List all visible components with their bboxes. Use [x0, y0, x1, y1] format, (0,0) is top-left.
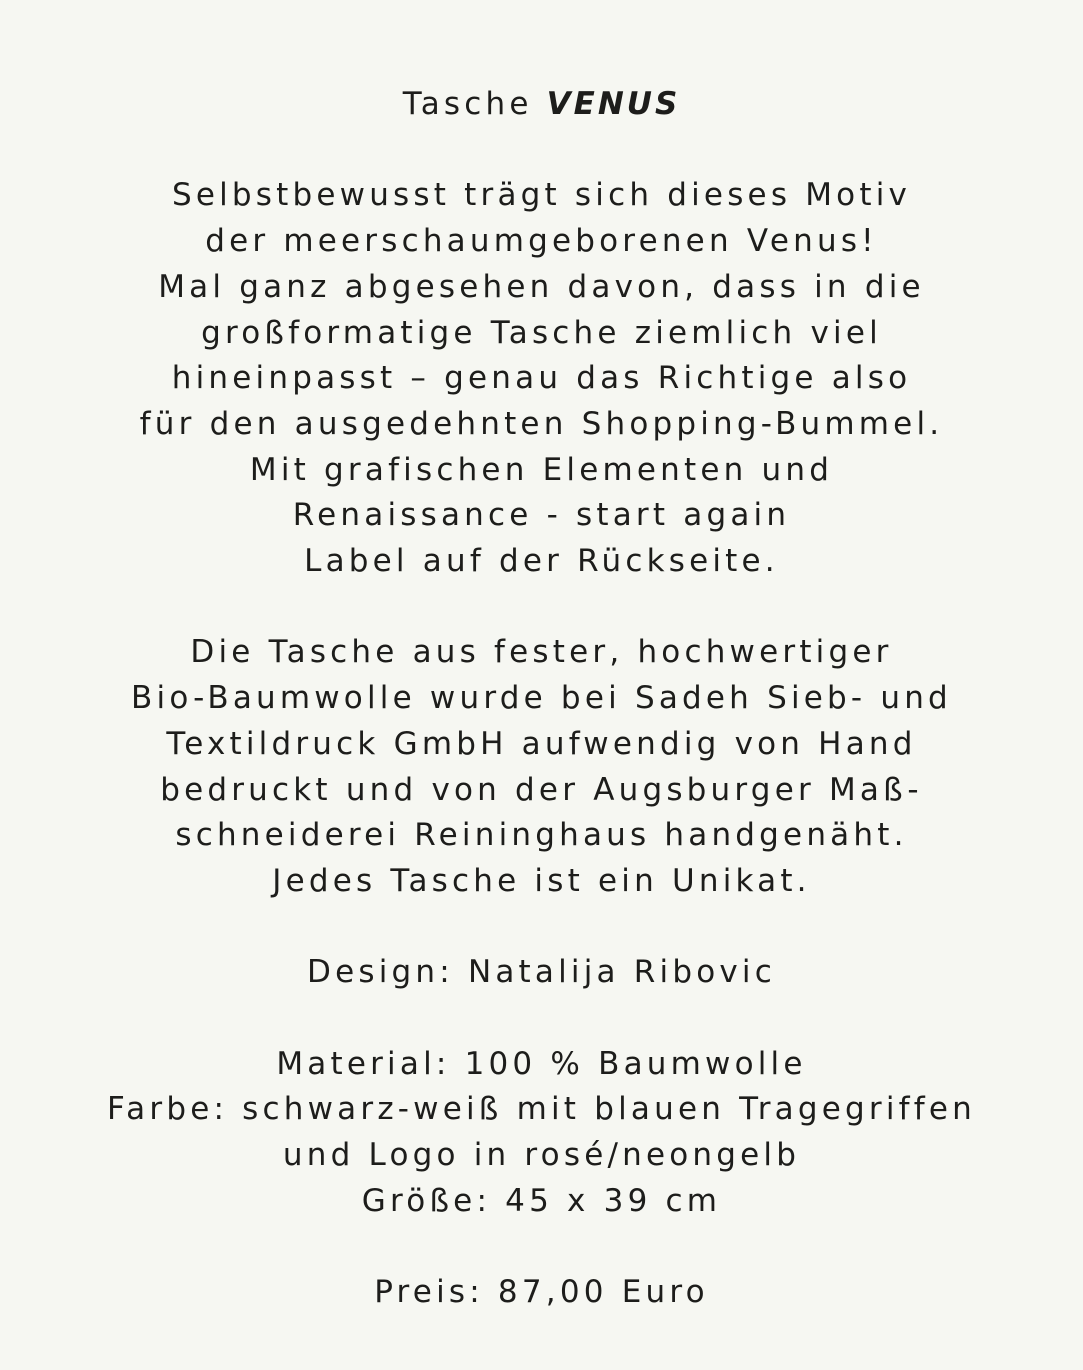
spec-line: Material: 100 % Baumwolle: [276, 1045, 807, 1082]
spec-line: Farbe: schwarz-weiß mit blauen Tragegriffen: [107, 1091, 976, 1128]
production-line: Jedes Tasche ist ein Unikat.: [272, 862, 811, 899]
spacer: [0, 1225, 1083, 1271]
description-line: großformatige Tasche ziemlich viel: [201, 314, 882, 351]
production-block: [0, 630, 1083, 904]
description-block: [0, 173, 1083, 584]
description-line: Label auf der Rückseite.: [304, 543, 779, 580]
specs-block: [0, 1042, 1083, 1225]
design-credit: Design: Natalija Ribovic: [307, 954, 776, 991]
spacer: [0, 128, 1083, 174]
spec-line: und Logo in rosé/neongelb: [282, 1137, 801, 1174]
spacer: [0, 905, 1083, 951]
spec-line: Größe: 45 x 39 cm: [361, 1182, 722, 1219]
description-line: Renaissance - start again: [292, 497, 791, 534]
description-line: hineinpasst – genau das Richtige also: [171, 360, 912, 397]
production-line: Bio-Baumwolle wurde bei Sadeh Sieb- und: [131, 680, 952, 717]
title-prefix: Tasche: [402, 86, 533, 122]
spacer: [0, 996, 1083, 1042]
description-line: für den ausgedehnten Shopping-Bummel.: [139, 405, 944, 442]
spacer: [0, 585, 1083, 631]
product-title: [0, 82, 1083, 128]
description-line: Mal ganz abgesehen davon, dass in die: [158, 268, 925, 305]
price: Preis: 87,00 Euro: [374, 1274, 709, 1311]
description-line: der meerschaumgeborenen Venus!: [205, 223, 878, 260]
description-line: Selbstbewusst trägt sich dieses Motiv: [171, 177, 912, 214]
title-name: VENUS: [546, 86, 681, 122]
production-line: schneiderei Reininghaus handgenäht.: [175, 817, 908, 854]
description-line: Mit grafischen Elementen und: [249, 451, 834, 488]
production-line: bedruckt und von der Augsburger Maß-: [160, 771, 923, 808]
production-line: Textildruck GmbH aufwendig von Hand: [166, 725, 917, 762]
production-line: Die Tasche aus fester, hochwertiger: [190, 634, 893, 671]
